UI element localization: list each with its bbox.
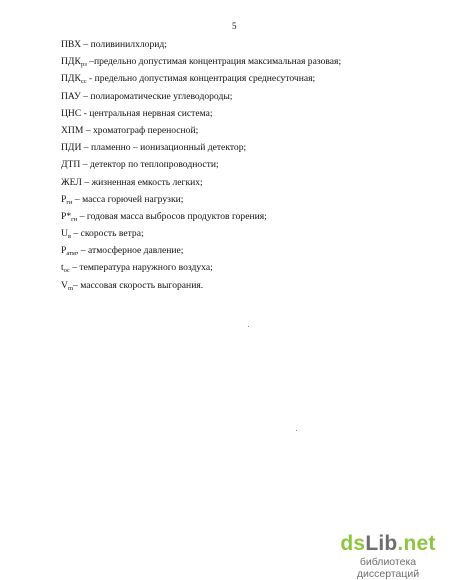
abbreviation: t <box>61 262 64 274</box>
abbreviation-definition: – скорость ветра; <box>71 228 144 240</box>
abbreviation: ПДК <box>61 73 81 85</box>
abbreviation-definition: – масса горючей нагрузки; <box>72 193 184 205</box>
watermark-caption: библиотека диссертаций <box>356 556 420 580</box>
abbreviation: ДТП <box>61 159 81 171</box>
abbreviation: ПАУ <box>61 90 81 102</box>
abbreviation-definition: - центральная нервная система; <box>81 107 213 119</box>
abbreviation-subscript: сс <box>80 78 87 86</box>
abbreviation-definition: –предельно допустимая концентрация максимальная разовая; <box>86 56 342 68</box>
abbreviation-subscript: в <box>67 233 72 241</box>
list-item <box>61 122 341 139</box>
abbreviation: P* <box>61 210 72 222</box>
abbreviation: ЖЕЛ <box>61 176 82 188</box>
abbreviation-subscript: гн <box>71 215 78 223</box>
abbreviation-definition: – поливинилхлорид; <box>81 39 167 50</box>
abbreviation: V <box>61 279 68 291</box>
list-item <box>61 208 341 225</box>
abbreviation-definition: – годовая масса выбросов продуктов горения; <box>77 210 267 222</box>
abbreviation-definition: – хроматограф переносной; <box>83 124 199 136</box>
abbreviation-subscript: oc <box>63 267 70 275</box>
list-item <box>61 277 341 294</box>
abbreviation-definition: – температура наружного воздуха; <box>69 262 213 274</box>
abbreviation-definition: - предельно допустимая концентрация среднесуточная; <box>86 73 316 85</box>
abbreviation: U <box>61 228 68 240</box>
list-item <box>61 156 341 173</box>
abbreviation: ПВХ <box>61 39 82 50</box>
abbreviation: ХПМ <box>61 124 84 136</box>
abbreviation-definition: – массовая скорость выгорания. <box>73 279 204 291</box>
watermark-logo-net: net <box>403 532 436 555</box>
abbreviation: ПДК <box>61 56 81 68</box>
list-item <box>61 191 341 208</box>
abbreviation: P <box>61 193 67 205</box>
watermark-logo-ds: ds <box>340 532 366 555</box>
abbreviation-definition: , – атмосферное давление; <box>76 245 184 257</box>
list-item <box>61 70 341 87</box>
abbreviation-subscript: гн <box>66 198 73 206</box>
abbreviation-subscript: рз <box>80 61 87 69</box>
abbreviation: ЦНС <box>61 107 82 119</box>
abbreviation-definition: – пламенно – ионизационный детектор; <box>81 142 247 154</box>
abbreviation-subscript: атм <box>66 250 77 258</box>
watermark-logo-dot: . <box>397 532 404 555</box>
list-item <box>61 259 341 276</box>
page-number: 5 <box>232 21 237 31</box>
scan-speck <box>248 326 249 327</box>
abbreviation-list <box>61 36 341 294</box>
scan-speck <box>296 430 297 431</box>
list-item <box>61 242 341 259</box>
list-item <box>61 139 341 156</box>
watermark-logo <box>336 533 440 555</box>
list-item <box>61 36 341 53</box>
abbreviation-definition: – детектор по теплопроводности; <box>80 159 219 171</box>
abbreviation: ПДИ <box>61 142 82 154</box>
list-item <box>61 174 341 191</box>
abbreviation-definition: – жизненная емкость легких; <box>81 176 203 188</box>
watermark <box>336 533 440 580</box>
list-item <box>61 225 341 242</box>
abbreviation: P <box>61 245 67 257</box>
list-item <box>61 105 341 122</box>
list-item <box>61 53 341 70</box>
watermark-logo-lib: Lib <box>365 532 398 555</box>
abbreviation-subscript: m <box>67 284 73 292</box>
abbreviation-definition: – полиароматические углеводороды; <box>80 90 233 102</box>
list-item <box>61 88 341 105</box>
